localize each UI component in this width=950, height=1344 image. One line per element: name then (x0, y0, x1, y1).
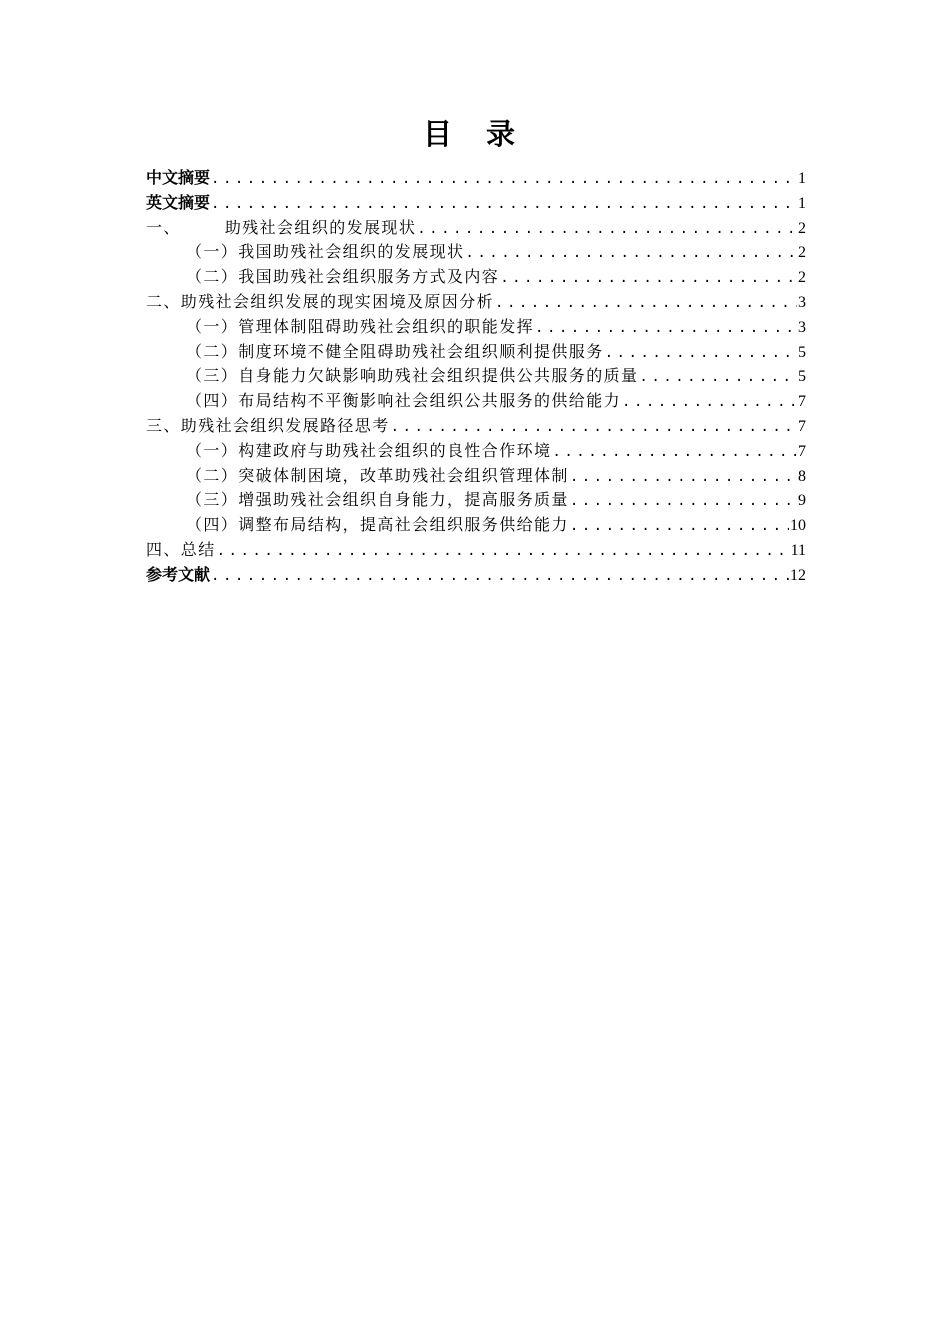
toc-entry[interactable] (146, 364, 806, 389)
toc-entry-label: 参考文献 (146, 564, 211, 584)
toc-entry-label (146, 216, 416, 241)
dot-leader (495, 291, 797, 316)
toc-entry[interactable] (146, 439, 806, 464)
toc-entry[interactable] (146, 191, 806, 216)
toc-entry-label: 四、总结 (146, 539, 216, 559)
toc-entry-text: 助残社会组织的发展现状 (224, 217, 417, 237)
toc-entry-label: 三、助残社会组织发展路径思考 (146, 415, 390, 435)
page-title: 目 录 (422, 117, 528, 151)
toc-entry-label: （四）调整布局结构，提高社会组织服务供给能力 (186, 515, 569, 535)
toc-entry-page: 7 (798, 417, 806, 435)
toc-entry-page: 8 (798, 467, 806, 485)
toc-entry-label: 二、助残社会组织发展的现实困境及原因分析 (146, 291, 495, 311)
toc-entry-label: （三）增强助残社会组织自身能力，提高服务质量 (186, 490, 569, 510)
dot-leader (500, 266, 797, 291)
toc-entry-page: 3 (798, 293, 806, 311)
dot-leader (570, 465, 797, 490)
dot-leader (552, 440, 797, 465)
dot-leader (465, 241, 797, 266)
toc-entry[interactable] (146, 240, 806, 265)
dot-leader (535, 316, 797, 341)
toc-entry-label: （一）管理体制阻碍助残社会组织的职能发挥 (186, 316, 535, 336)
toc-entry[interactable] (146, 340, 806, 365)
dot-leader (211, 167, 797, 192)
toc-entry-page: 2 (798, 269, 806, 287)
toc-entry[interactable] (146, 389, 806, 414)
toc-entry-page: 2 (798, 219, 806, 237)
toc-entry[interactable] (146, 315, 806, 340)
dot-leader (211, 192, 797, 217)
toc-entry-page: 5 (798, 343, 806, 361)
toc-entry-page: 5 (798, 368, 806, 386)
toc-entry-page: 1 (798, 170, 806, 187)
toc-entry-label: （二）我国助残社会组织服务方式及内容 (186, 267, 500, 287)
dot-leader (211, 564, 789, 589)
toc-entry-page: 1 (798, 194, 806, 212)
toc-entry-page: 10 (790, 517, 806, 535)
toc-entry-page: 9 (798, 492, 806, 510)
toc-entry[interactable] (146, 414, 806, 439)
toc-entry[interactable] (146, 290, 806, 315)
dot-leader (217, 539, 790, 564)
dot-leader (639, 365, 797, 390)
dot-leader (417, 217, 797, 242)
toc-entry-label: （一）构建政府与助残社会组织的良性合作环境 (186, 440, 552, 460)
toc-entry-label: （二）突破体制困境，改革助残社会组织管理体制 (186, 465, 569, 485)
toc-entry-number: 一、 (146, 217, 181, 237)
toc-entry-label: （四）布局结构不平衡影响社会组织公共服务的供给能力 (186, 391, 622, 411)
toc-entry-page: 11 (790, 541, 806, 559)
toc-entry[interactable] (146, 513, 806, 538)
toc-entry-page: 7 (798, 442, 806, 460)
toc-entry-label: （三）自身能力欠缺影响助残社会组织提供公共服务的质量 (186, 366, 639, 386)
toc-entry[interactable] (146, 563, 806, 588)
toc-entry[interactable] (146, 464, 806, 489)
dot-leader (570, 489, 797, 514)
toc-entry[interactable] (146, 488, 806, 513)
toc-entry-page: 2 (798, 244, 806, 262)
toc-entry-page: 7 (798, 393, 806, 411)
toc-entry-label: （一）我国助残社会组织的发展现状 (186, 242, 465, 262)
toc-entry-page: 3 (798, 318, 806, 336)
dot-leader (570, 514, 789, 539)
toc-entry-page: 12 (790, 566, 806, 584)
toc-entry-label: 英文摘要 (146, 192, 211, 212)
toc-entry-label: 中文摘要 (146, 168, 211, 187)
toc-entry-label: （二）制度环境不健全阻碍助残社会组织顺利提供服务 (186, 341, 604, 361)
toc-entry[interactable] (146, 166, 806, 191)
toc-entry[interactable] (146, 538, 806, 563)
toc-entry[interactable] (146, 216, 806, 241)
dot-leader (605, 341, 797, 366)
toc-entry[interactable] (146, 265, 806, 290)
dot-leader (391, 415, 797, 440)
dot-leader (622, 390, 797, 415)
table-of-contents (146, 166, 806, 588)
